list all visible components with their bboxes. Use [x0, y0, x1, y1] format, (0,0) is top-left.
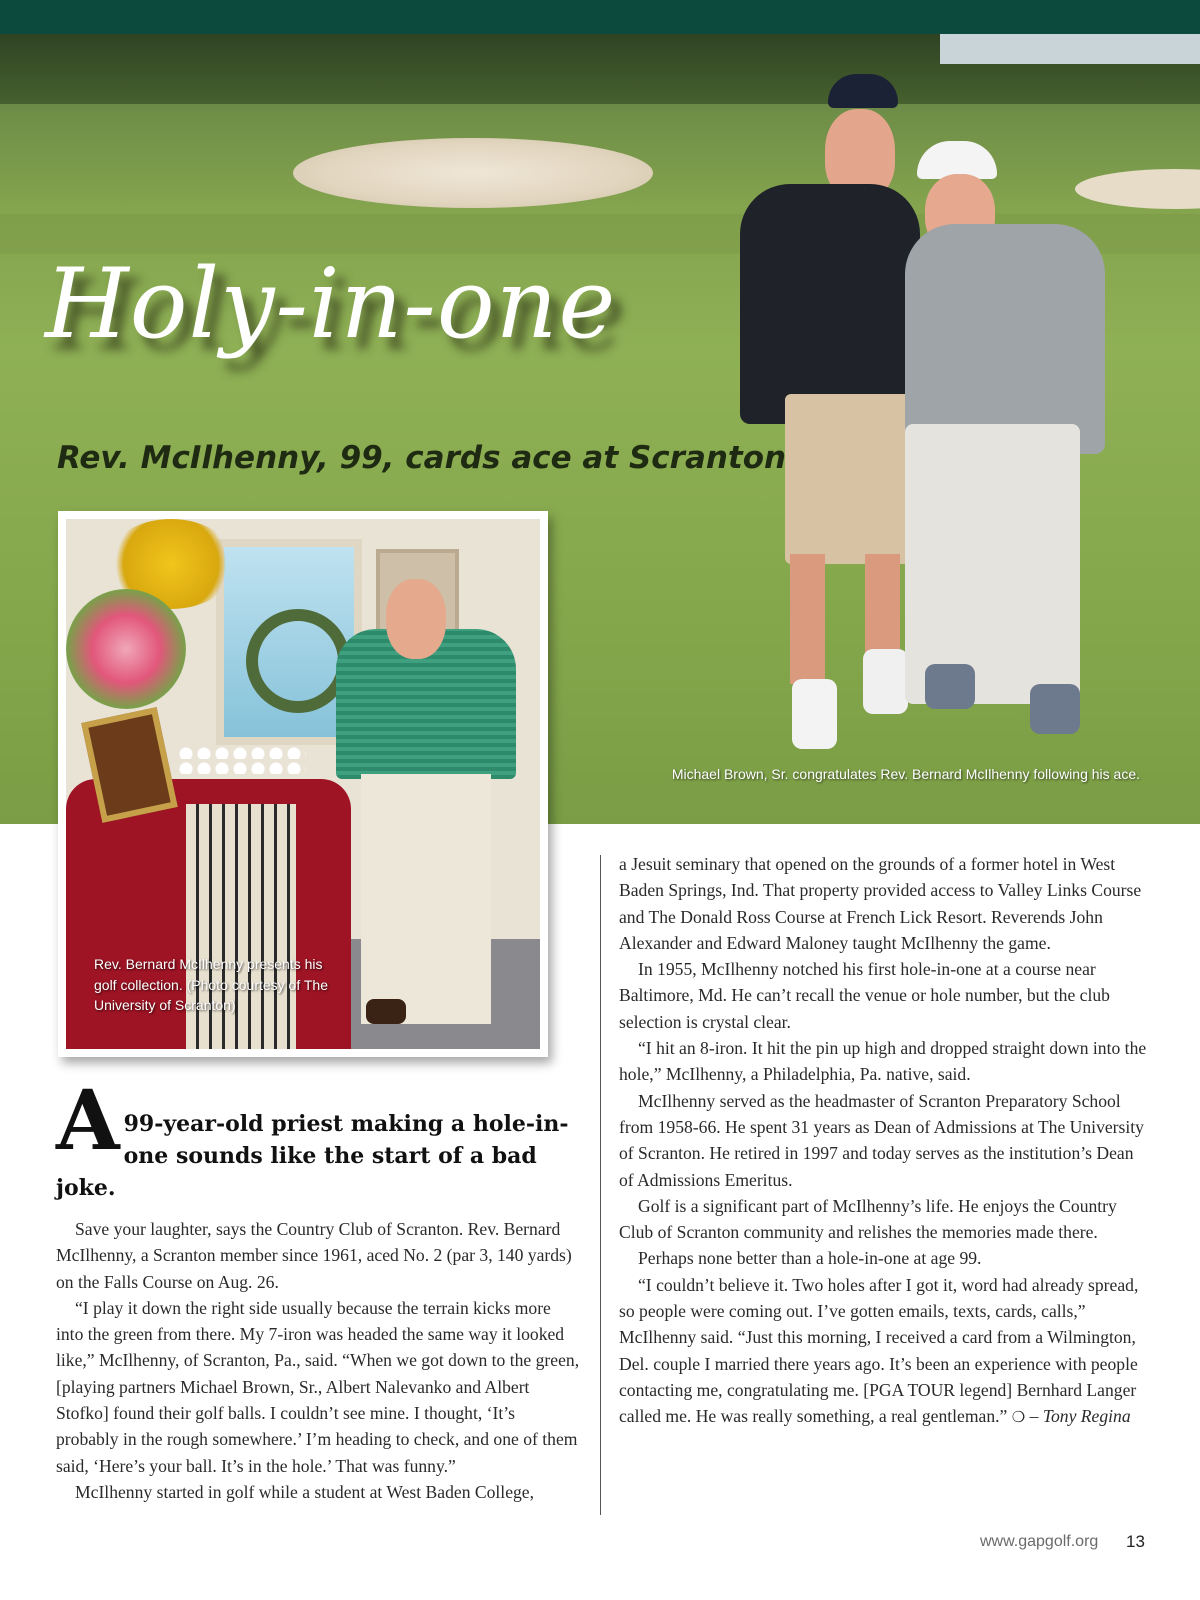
final-paragraph: [619, 1272, 1147, 1431]
shoe: [925, 664, 975, 709]
article-column-right: [619, 851, 1147, 1431]
final-paragraph-text: “I couldn’t believe it. Two holes after I got it, word had already spread, so people were coming out. I’ve gotten emails, texts, cards, calls,” McIlhenny said. “Just this morning, I received a card from a Wilmington, Del. couple I married there years ago. It’s been an experience with people contacting me, congratulating me. [PGA TOUR legend] Bernhard Langer called me. He was really something, a real gentleman.”: [619, 1274, 1139, 1427]
paragraph: Perhaps none better than a hole-in-one at age 99.: [638, 1248, 982, 1269]
pants: [905, 424, 1080, 704]
paragraph: In 1955, McIlhenny notched his first hole-in-one at a course near Baltimore, Md. He can’t recall the venue or hole number, but the club selection is crystal clear.: [619, 959, 1110, 1032]
sand-bunker: [293, 138, 653, 208]
hero-photo-caption: Michael Brown, Sr. congratulates Rev. Bernard McIlhenny following his ace.: [671, 766, 1140, 782]
bouquet: [66, 589, 186, 709]
article-column-left: [56, 1073, 580, 1505]
golf-balls: [176, 744, 306, 774]
inset-photo-frame: [58, 511, 548, 1057]
shoe: [366, 999, 406, 1024]
drop-cap: A: [56, 1073, 120, 1169]
wreath: [246, 609, 350, 713]
sand-bunker-right: [1075, 169, 1200, 209]
shoe: [863, 649, 908, 714]
sky: [940, 34, 1200, 64]
paragraph-continued: a Jesuit seminary that opened on the grounds of a former hotel in West Baden Springs, Ind. That property provided access to Valley Links Course and The Donald Ross Course at French Lick Resort. Reverends John Alexander and Edward Maloney taught McIlhenny the game.: [619, 854, 1142, 953]
article-subtitle: Rev. McIlhenny, 99, cards ace at Scranton: [57, 440, 787, 476]
paragraph: Golf is a significant part of McIlhenny’s life. He enjoys the Country Club of Scranton community and relishes the memories made there.: [619, 1195, 1117, 1243]
pants: [361, 774, 491, 1024]
jacket: [740, 184, 920, 424]
shorts: [785, 394, 920, 564]
article-title: Holy-in-one: [45, 248, 617, 360]
top-banner: [0, 0, 1200, 34]
shoe: [1030, 684, 1080, 734]
paragraph: McIlhenny served as the headmaster of Scranton Preparatory School from 1958-66. He spent 31 years as Dean of Admissions at The University of Scranton. He retired in 1997 and today serves as the institution’s Dean of Admissions Emeritus.: [619, 1090, 1144, 1190]
column-divider: [600, 855, 601, 1515]
shoe: [792, 679, 837, 749]
sweater: [905, 224, 1105, 454]
leg: [790, 554, 825, 684]
lead-sentence: 99-year-old priest making a hole-in-one sounds like the start of a bad joke.: [56, 1111, 569, 1201]
byline: – Tony Regina: [1029, 1406, 1131, 1427]
paragraph: “I play it down the right side usually because the terrain kicks more into the green from there. My 7-iron was headed the same way it looked like,” McIlhenny, of Scranton, Pa., said. “When we got down to the green, [playing partners Michael Brown, Sr., Albert Nalevanko and Albert Stofko] found their golf balls. I couldn’t see mine. I thought, ‘It’s probably in the rough somewhere.’ I’m heading to check, and one of them said, ‘Here’s your ball. It’s in the hole.’ That was funny.”: [56, 1297, 580, 1476]
head: [386, 579, 446, 659]
end-mark: ❍: [1011, 1408, 1026, 1427]
paragraph: “I hit an 8-iron. It hit the pin up high and dropped straight down into the hole,” McIlhenny, a Philadelphia, Pa. native, said.: [619, 1038, 1147, 1085]
inset-photo-caption: Rev. Bernard McIlhenny presents his golf collection. (Photo courtesy of The University of Scranton): [94, 956, 328, 1013]
page-number: 13: [1126, 1532, 1145, 1551]
paragraph: Save your laughter, says the Country Club of Scranton. Rev. Bernard McIlhenny, a Scranton member since 1961, aced No. 2 (par 3, 140 yards) on the Falls Course on Aug. 26.: [56, 1219, 572, 1292]
footer-website: www.gapgolf.org: [980, 1533, 1099, 1550]
inset-photo: [66, 519, 540, 1049]
paragraph: McIlhenny started in golf while a student at West Baden College,: [75, 1481, 535, 1502]
